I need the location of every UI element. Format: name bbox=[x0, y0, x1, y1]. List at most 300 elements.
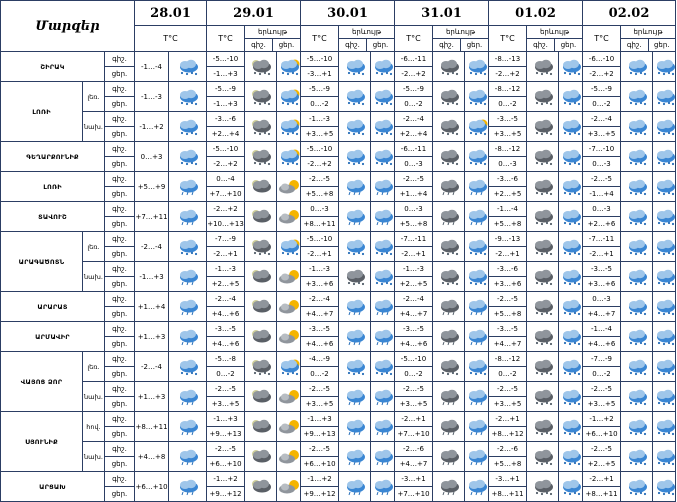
temperature-value: 0…-3 bbox=[301, 202, 339, 217]
night-label: գիշ. bbox=[105, 322, 135, 337]
phenomenon-label: երևույթ bbox=[621, 26, 675, 39]
temperature-value: -5…-10 bbox=[301, 232, 339, 247]
region-name: ՏԱՎՈՒՇ bbox=[1, 202, 105, 232]
temperature-value: -5…-10 bbox=[301, 52, 339, 67]
temperature-value: -3…-6 bbox=[207, 112, 245, 127]
snow-cloud-icon bbox=[371, 142, 395, 172]
temperature-value: -4…-9 bbox=[301, 352, 339, 367]
temperature-value: -2…+1 bbox=[301, 247, 339, 262]
temperature-value: -8…-12 bbox=[489, 352, 527, 367]
night-snow-icon bbox=[245, 232, 277, 262]
day-label: ցեր. bbox=[105, 127, 135, 142]
temperature-value: 0…-2 bbox=[395, 97, 433, 112]
dark-snow-cloud-icon bbox=[433, 262, 465, 292]
temperature-header: T°C bbox=[207, 26, 245, 52]
temperature-value: +3…+5 bbox=[207, 397, 245, 412]
snow-cloud-icon bbox=[621, 112, 653, 142]
rain-cloud-icon bbox=[339, 442, 371, 472]
snow-cloud-icon bbox=[559, 292, 583, 322]
temperature-value: 0…-3 bbox=[395, 202, 433, 217]
temperature-value: +6…+10 bbox=[583, 427, 621, 442]
temperature-value: -3…-5 bbox=[301, 322, 339, 337]
region-name: ԱՐԱՐԱՏ bbox=[1, 292, 105, 322]
temperature-value: +7…+10 bbox=[395, 427, 433, 442]
snow-cloud-icon bbox=[371, 82, 395, 112]
temperature-value: +4…+7 bbox=[395, 457, 433, 472]
temperature-value: +9…+12 bbox=[301, 487, 339, 502]
temperature-value: -2…-4 bbox=[301, 292, 339, 307]
temperature-value: +8…+11 bbox=[583, 487, 621, 502]
snow-cloud-icon bbox=[653, 232, 676, 262]
table-row bbox=[1, 292, 676, 307]
table-row bbox=[1, 202, 676, 217]
temperature-value: +5…+8 bbox=[489, 307, 527, 322]
snow-cloud-icon bbox=[465, 352, 489, 382]
snow-cloud-icon bbox=[559, 352, 583, 382]
temperature-value: 0…-4 bbox=[207, 172, 245, 187]
snow-cloud-icon bbox=[621, 52, 653, 82]
day-label: ցեր. bbox=[105, 307, 135, 322]
snow-cloud-icon bbox=[621, 382, 653, 412]
rain-cloud-icon bbox=[339, 202, 371, 232]
snow-cloud-icon bbox=[621, 262, 653, 292]
temperature-value: +4…+6 bbox=[395, 337, 433, 352]
rain-cloud-icon bbox=[465, 292, 489, 322]
sun-cloud-icon bbox=[277, 412, 301, 442]
temperature-value: -1…-4 bbox=[135, 52, 169, 82]
night-cloud-icon bbox=[245, 172, 277, 202]
temperature-value: -3…+1 bbox=[489, 472, 527, 487]
table-row bbox=[1, 382, 676, 397]
snow-cloud-icon bbox=[621, 412, 653, 442]
temperature-value: +2…+5 bbox=[583, 457, 621, 472]
temperature-value: 0…-2 bbox=[207, 367, 245, 382]
day-label: ցեր. bbox=[105, 67, 135, 82]
snow-cloud-icon bbox=[653, 112, 676, 142]
day-label: ցեր. bbox=[105, 187, 135, 202]
temperature-value: +4…+7 bbox=[583, 307, 621, 322]
temperature-value: -5…-9 bbox=[395, 82, 433, 97]
night-label: գիշ. bbox=[105, 172, 135, 187]
temperature-value: -5…-10 bbox=[301, 142, 339, 157]
temperature-value: -2…-4 bbox=[583, 112, 621, 127]
temperature-value: -3…-5 bbox=[207, 322, 245, 337]
dark-rain-cloud-icon bbox=[433, 412, 465, 442]
snow-cloud-icon bbox=[621, 472, 653, 502]
dark-rain-cloud-icon bbox=[433, 322, 465, 352]
temperature-value: 0…-2 bbox=[301, 97, 339, 112]
temperature-value: -3…-6 bbox=[489, 172, 527, 187]
temperature-value: -2…-5 bbox=[489, 292, 527, 307]
temperature-value: -2…-4 bbox=[395, 112, 433, 127]
rain-cloud-icon bbox=[465, 172, 489, 202]
rain-cloud-icon bbox=[339, 382, 371, 412]
table-row bbox=[1, 322, 676, 337]
temperature-value: -8…-13 bbox=[489, 52, 527, 67]
temperature-value: +8…+11 bbox=[301, 217, 339, 232]
temperature-value: -1…+2 bbox=[301, 472, 339, 487]
dark-snow-cloud-icon bbox=[527, 382, 559, 412]
dark-snow-cloud-icon bbox=[433, 112, 465, 142]
snow-cloud-icon bbox=[559, 82, 583, 112]
temperature-value: -2…+2 bbox=[207, 157, 245, 172]
snow-cloud-icon bbox=[559, 382, 583, 412]
day-label: ցեր. bbox=[105, 217, 135, 232]
temperature-value: -1…+3 bbox=[207, 97, 245, 112]
temperature-value: +2…+5 bbox=[207, 277, 245, 292]
temperature-value: -7…-10 bbox=[583, 142, 621, 157]
snow-cloud-icon bbox=[653, 352, 676, 382]
temperature-value: -6…-11 bbox=[395, 52, 433, 67]
temperature-value: -3…-6 bbox=[489, 262, 527, 277]
temperature-value: -7…-11 bbox=[395, 232, 433, 247]
temperature-value: -1…+3 bbox=[207, 67, 245, 82]
night-snow-icon bbox=[245, 112, 277, 142]
dark-rain-cloud-icon bbox=[433, 202, 465, 232]
dark-snow-cloud-icon bbox=[527, 262, 559, 292]
phenomenon-label: երևույթ bbox=[527, 26, 582, 39]
region-name: ԱՐԱԳԱԾՈՏՆ bbox=[1, 232, 83, 292]
temperature-value: -1…+4 bbox=[583, 187, 621, 202]
rain-cloud-icon bbox=[371, 472, 395, 502]
night-label: գիշ. bbox=[105, 292, 135, 307]
temperature-value: +9…+13 bbox=[207, 427, 245, 442]
temperature-header: T°C bbox=[395, 26, 433, 52]
rain-cloud-icon bbox=[465, 202, 489, 232]
temperature-value: +3…+6 bbox=[301, 277, 339, 292]
sun-snow-icon bbox=[277, 352, 301, 382]
temperature-value: +9…+13 bbox=[301, 427, 339, 442]
snow-cloud-icon bbox=[559, 202, 583, 232]
temperature-value: +8…+12 bbox=[489, 427, 527, 442]
rain-cloud-icon bbox=[169, 442, 207, 472]
temperature-value: -1…-4 bbox=[489, 202, 527, 217]
sun-cloud-icon bbox=[277, 382, 301, 412]
temperature-value: +4…+6 bbox=[207, 307, 245, 322]
snow-cloud-icon bbox=[559, 442, 583, 472]
rain-cloud-icon bbox=[465, 442, 489, 472]
rain-cloud-icon bbox=[169, 472, 207, 502]
temperature-value: -2…+1 bbox=[583, 472, 621, 487]
snow-cloud-icon bbox=[169, 82, 207, 112]
region-name: ՎԱՅՈՑ ՁՈՐ bbox=[1, 352, 83, 412]
date-header: 31.01 bbox=[395, 1, 489, 26]
sun-snow-icon bbox=[277, 52, 301, 82]
temperature-value: +4…+7 bbox=[395, 307, 433, 322]
sun-cloud-icon bbox=[277, 442, 301, 472]
rain-cloud-icon bbox=[371, 202, 395, 232]
night-snow-icon bbox=[245, 352, 277, 382]
subregion-label: լեռ. bbox=[83, 352, 105, 382]
snow-cloud-icon bbox=[621, 442, 653, 472]
rain-cloud-icon bbox=[169, 262, 207, 292]
temperature-value: +5…+8 bbox=[301, 187, 339, 202]
night-label: գիշ. bbox=[105, 352, 135, 367]
date-header: 29.01 bbox=[207, 1, 301, 26]
temperature-value: 0…-3 bbox=[583, 157, 621, 172]
temperature-value: +4…+8 bbox=[135, 442, 169, 472]
snow-cloud-icon bbox=[559, 172, 583, 202]
regions-header: Մարզեր bbox=[1, 1, 135, 52]
snow-cloud-icon bbox=[371, 52, 395, 82]
dark-snow-cloud-icon bbox=[527, 202, 559, 232]
snow-cloud-icon bbox=[653, 262, 676, 292]
temperature-value: +3…+5 bbox=[395, 397, 433, 412]
temperature-value: -2…-5 bbox=[207, 442, 245, 457]
dark-snow-cloud-icon bbox=[433, 82, 465, 112]
rain-cloud-icon bbox=[465, 322, 489, 352]
snow-cloud-icon bbox=[621, 142, 653, 172]
rain-cloud-icon bbox=[371, 412, 395, 442]
night-label: գիշ. bbox=[105, 112, 135, 127]
snow-cloud-icon bbox=[169, 112, 207, 142]
temperature-value: 0…-2 bbox=[395, 367, 433, 382]
table-row bbox=[1, 352, 676, 367]
temperature-value: -1…+3 bbox=[135, 262, 169, 292]
temperature-value: +5…+8 bbox=[489, 457, 527, 472]
temperature-value: 0…-2 bbox=[489, 367, 527, 382]
snow-cloud-icon bbox=[465, 52, 489, 82]
day-label: ցեր. bbox=[105, 337, 135, 352]
dark-snow-cloud-icon bbox=[527, 472, 559, 502]
day-label: ցեր. bbox=[105, 397, 135, 412]
temperature-value: +1…+3 bbox=[135, 382, 169, 412]
temperature-value: -2…-5 bbox=[583, 442, 621, 457]
table-row bbox=[1, 112, 676, 127]
temperature-value: -1…-3 bbox=[207, 262, 245, 277]
temperature-value: +8…+11 bbox=[489, 487, 527, 502]
dark-rain-cloud-icon bbox=[433, 472, 465, 502]
sun-snow-icon bbox=[277, 232, 301, 262]
temperature-value: -2…-6 bbox=[395, 442, 433, 457]
temperature-value: 0…-2 bbox=[583, 97, 621, 112]
temperature-value: -1…-3 bbox=[301, 112, 339, 127]
subregion-label: նախ. bbox=[83, 442, 105, 472]
snow-cloud-icon bbox=[169, 232, 207, 262]
temperature-value: -5…-9 bbox=[301, 82, 339, 97]
rain-cloud-icon bbox=[339, 472, 371, 502]
snow-cloud-icon bbox=[465, 82, 489, 112]
temperature-value: -6…-10 bbox=[583, 52, 621, 67]
snow-cloud-icon bbox=[465, 142, 489, 172]
rain-cloud-icon bbox=[465, 382, 489, 412]
temperature-value: +1…+4 bbox=[135, 292, 169, 322]
date-header: 02.02 bbox=[583, 1, 676, 26]
night-label: գիշ. bbox=[245, 39, 273, 51]
temperature-value: -5…-8 bbox=[207, 352, 245, 367]
subregion-label: լեռ. bbox=[83, 232, 105, 262]
temperature-value: -2…+2 bbox=[583, 67, 621, 82]
sun-snow-icon bbox=[465, 112, 489, 142]
temperature-value: -2…-6 bbox=[489, 442, 527, 457]
temperature-value: 0…-3 bbox=[395, 157, 433, 172]
night-label: գիշ. bbox=[105, 202, 135, 217]
phenomenon-header bbox=[245, 26, 301, 52]
temperature-value: -3…+1 bbox=[395, 472, 433, 487]
temperature-value: +9…+12 bbox=[207, 487, 245, 502]
temperature-value: -5…-9 bbox=[583, 82, 621, 97]
night-snow-icon bbox=[245, 82, 277, 112]
temperature-value: -5…-10 bbox=[395, 352, 433, 367]
dark-rain-cloud-icon bbox=[433, 442, 465, 472]
temperature-value: +6…+10 bbox=[207, 457, 245, 472]
temperature-value: +3…+5 bbox=[301, 397, 339, 412]
rain-cloud-icon bbox=[169, 382, 207, 412]
dark-snow-cloud-icon bbox=[527, 232, 559, 262]
snow-cloud-icon bbox=[371, 112, 395, 142]
snow-cloud-icon bbox=[621, 292, 653, 322]
day-label: ցեր. bbox=[105, 157, 135, 172]
rain-cloud-icon bbox=[465, 412, 489, 442]
region-name: ԱՐՑԱԽ bbox=[1, 472, 105, 502]
phenomenon-label: երևույթ bbox=[245, 26, 300, 39]
temperature-value: -3…-5 bbox=[583, 262, 621, 277]
dark-snow-cloud-icon bbox=[527, 412, 559, 442]
temperature-value: -2…-5 bbox=[301, 172, 339, 187]
day-label: ցեր. bbox=[560, 41, 577, 49]
day-label: ցեր. bbox=[105, 427, 135, 442]
phenomenon-label: երևույթ bbox=[339, 26, 394, 39]
phenomenon-label: երևույթ bbox=[433, 26, 488, 39]
temperature-value: -6…-11 bbox=[395, 142, 433, 157]
subregion-label: նախ. bbox=[83, 262, 105, 292]
temperature-value: -2…-4 bbox=[395, 292, 433, 307]
night-label: գիշ. bbox=[105, 442, 135, 457]
rain-cloud-icon bbox=[339, 322, 371, 352]
subregion-label: լեռ. bbox=[83, 82, 105, 112]
temperature-value: +8…+11 bbox=[135, 412, 169, 442]
night-label: գիշ. bbox=[433, 39, 461, 51]
day-label: ցեր. bbox=[105, 277, 135, 292]
rain-cloud-icon bbox=[371, 382, 395, 412]
dark-snow-cloud-icon bbox=[527, 82, 559, 112]
rain-cloud-icon bbox=[371, 322, 395, 352]
night-cloud-icon bbox=[245, 412, 277, 442]
night-cloud-icon bbox=[245, 382, 277, 412]
night-label: գիշ. bbox=[527, 39, 555, 51]
temperature-value: -1…-3 bbox=[301, 262, 339, 277]
temperature-value: +2…+4 bbox=[395, 127, 433, 142]
sun-snow-icon bbox=[277, 82, 301, 112]
temperature-value: +3…+5 bbox=[583, 127, 621, 142]
temperature-value: -8…-12 bbox=[489, 82, 527, 97]
temperature-value: +4…+6 bbox=[583, 337, 621, 352]
snow-cloud-icon bbox=[339, 112, 371, 142]
rain-cloud-icon bbox=[465, 472, 489, 502]
dark-snow-cloud-icon bbox=[527, 172, 559, 202]
phenomenon-header bbox=[527, 26, 583, 52]
temperature-value: +3…+5 bbox=[489, 397, 527, 412]
snow-cloud-icon bbox=[653, 472, 676, 502]
rain-cloud-icon bbox=[169, 292, 207, 322]
phenomenon-header bbox=[621, 26, 676, 52]
sun-snow-icon bbox=[277, 142, 301, 172]
snow-cloud-icon bbox=[371, 262, 395, 292]
night-label: գիշ. bbox=[105, 382, 135, 397]
temperature-value: -1…-3 bbox=[135, 82, 169, 112]
night-label: գիշ. bbox=[105, 412, 135, 427]
snow-cloud-icon bbox=[465, 262, 489, 292]
night-label: գիշ. bbox=[105, 262, 135, 277]
snow-cloud-icon bbox=[559, 142, 583, 172]
day-label: ցեր. bbox=[654, 41, 670, 49]
temperature-value: -2…-5 bbox=[395, 172, 433, 187]
night-label: գիշ. bbox=[105, 52, 135, 67]
sun-cloud-icon bbox=[277, 472, 301, 502]
temperature-value: -2…-5 bbox=[489, 382, 527, 397]
snow-cloud-icon bbox=[339, 82, 371, 112]
temperature-value: -2…-5 bbox=[301, 442, 339, 457]
dark-snow-cloud-icon bbox=[433, 232, 465, 262]
night-cloud-icon bbox=[245, 292, 277, 322]
temperature-value: -2…+1 bbox=[489, 247, 527, 262]
rain-cloud-icon bbox=[371, 292, 395, 322]
rain-cloud-icon bbox=[339, 172, 371, 202]
temperature-value: +5…+8 bbox=[489, 217, 527, 232]
temperature-value: -2…-4 bbox=[135, 232, 169, 262]
temperature-value: -2…-4 bbox=[135, 352, 169, 382]
snow-cloud-icon bbox=[339, 142, 371, 172]
table-row bbox=[1, 442, 676, 457]
day-label: ցեր. bbox=[105, 487, 135, 502]
temperature-value: +3…+6 bbox=[583, 277, 621, 292]
rain-cloud-icon bbox=[169, 412, 207, 442]
temperature-value: -7…-11 bbox=[583, 232, 621, 247]
dark-snow-cloud-icon bbox=[527, 52, 559, 82]
sun-cloud-icon bbox=[277, 292, 301, 322]
night-label: գիշ. bbox=[105, 232, 135, 247]
temperature-value: -5…-10 bbox=[207, 142, 245, 157]
temperature-value: -2…-4 bbox=[207, 292, 245, 307]
temperature-value: +7…+10 bbox=[395, 487, 433, 502]
snow-cloud-icon bbox=[339, 232, 371, 262]
snow-cloud-icon bbox=[653, 442, 676, 472]
temperature-value: +2…+5 bbox=[395, 277, 433, 292]
sun-cloud-icon bbox=[277, 322, 301, 352]
temperature-value: +3…+5 bbox=[301, 127, 339, 142]
temperature-value: +7…+11 bbox=[135, 202, 169, 232]
dark-snow-cloud-icon bbox=[527, 112, 559, 142]
table-row bbox=[1, 52, 676, 67]
snow-cloud-icon bbox=[621, 82, 653, 112]
day-label: ցեր. bbox=[372, 41, 389, 49]
table-row bbox=[1, 142, 676, 157]
temperature-value: +2…+5 bbox=[489, 187, 527, 202]
snow-cloud-icon bbox=[559, 472, 583, 502]
rain-cloud-icon bbox=[169, 202, 207, 232]
snow-cloud-icon bbox=[169, 352, 207, 382]
temperature-value: -5…-10 bbox=[207, 52, 245, 67]
night-label: գիշ. bbox=[105, 142, 135, 157]
temperature-value: -1…+3 bbox=[207, 412, 245, 427]
dark-snow-cloud-icon bbox=[339, 262, 371, 292]
dark-snow-cloud-icon bbox=[433, 52, 465, 82]
rain-cloud-icon bbox=[169, 322, 207, 352]
temperature-value: +6…+10 bbox=[301, 457, 339, 472]
temperature-value: +1…+4 bbox=[395, 187, 433, 202]
snow-cloud-icon bbox=[371, 232, 395, 262]
date-header: 30.01 bbox=[301, 1, 395, 26]
temperature-header: T°C bbox=[135, 26, 207, 52]
temperature-value: -8…-12 bbox=[489, 142, 527, 157]
dark-snow-cloud-icon bbox=[527, 442, 559, 472]
snow-cloud-icon bbox=[653, 382, 676, 412]
temperature-value: 0…-3 bbox=[583, 202, 621, 217]
temperature-value: +2…+4 bbox=[207, 127, 245, 142]
region-name: ԱՐՄԱՎԻՐ bbox=[1, 322, 105, 352]
temperature-value: -3…+1 bbox=[301, 67, 339, 82]
date-header: 01.02 bbox=[489, 1, 583, 26]
